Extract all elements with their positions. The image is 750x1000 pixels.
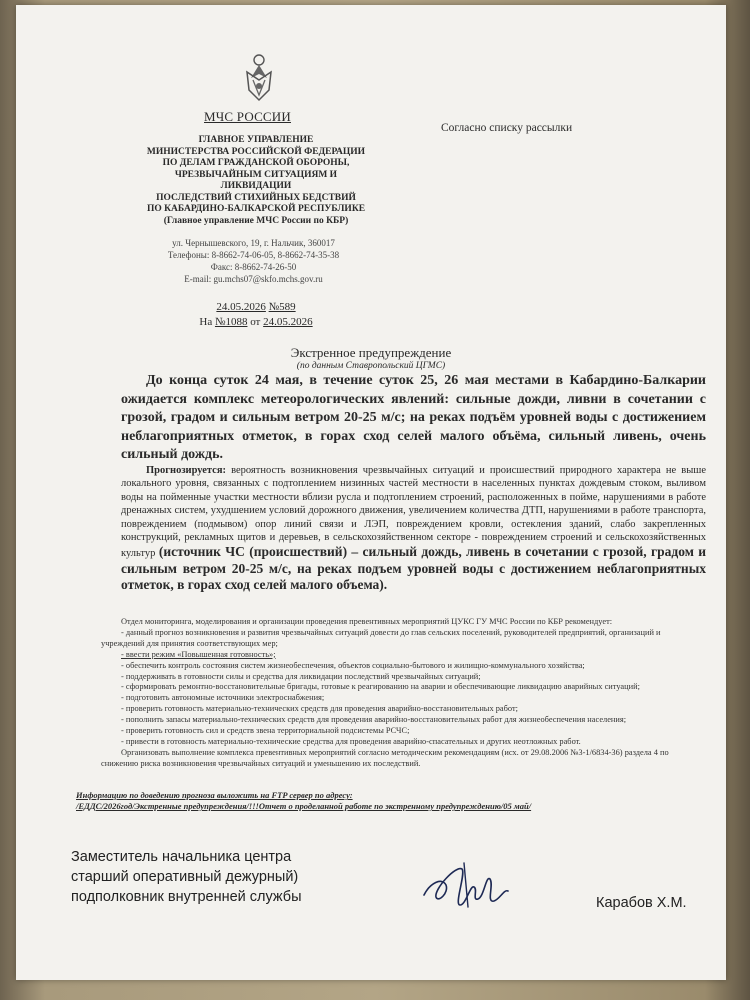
org-contacts	[126, 237, 381, 285]
recommendations	[101, 617, 706, 770]
forecast-paragraph	[121, 464, 706, 594]
list-item: - проверить готовность материально-технических средств для проведения аварийно-восстановительных работ;	[121, 704, 518, 714]
recommendations-intro: Отдел мониторинга, моделирования и организации проведения превентивных мероприятий ЦУКС ГУ МЧС России по КБР рекомендует:	[121, 617, 613, 626]
incoming-reference: На №1088 от 24.05.2026	[199, 316, 313, 328]
signer-position: Заместитель начальника центра старший оперативный дежурный) подполковник внутренней службы	[71, 849, 302, 905]
ftp-path: /ЕДДС/2026год/Экстренные предупреждения/!!!Отчет о проделанной работе по экстренному предупреждению/05 май/	[76, 801, 532, 811]
document-title: Экстренное предупреждение	[290, 345, 452, 360]
document-page	[16, 5, 726, 980]
ref-date: 24.05.2026	[263, 316, 313, 328]
ref-number: №1088	[214, 316, 248, 328]
handwritten-signature	[416, 855, 526, 915]
address: ул. Чернышевского, 19, г. Нальчик, 360017	[172, 238, 335, 248]
list-item: - пополнить запасы материально-технических средств для проведения аварийно-восстановительных работ для жизнеобеспечения населения;	[121, 715, 627, 725]
recommendations-closing: Организовать выполнение комплекса превентивных мероприятий согласно методическим рекомендациям (исх. от 29.08.2006 №3-1/6834-36) раздела 4 по снижению риска возникновения чрезвычайных ситуаций и уменьшению их последствий.	[101, 747, 669, 768]
document-source: (по данным Ставропольский ЦГМС)	[296, 361, 446, 371]
forecast-text: вероятность возникновения чрезвычайных ситуаций и происшествий природного характера не выше локального уровня, связанных с подтоплением низинных частей местности в населенных пунктах дождевым стоком, выливом воды на пойменные участки местности вблизи русла и подтоплением строений, расположенных в пойме, нарушениями в работе дренажных систем, ухудшением условий дорожного движения, увеличением количества ДТП, нарушениями в работе транспорта, повреждением (подмывом) опор линий связи и ЛЭП, повреждением кровли, остекления зданий, слабо закрепленных конструкций, рекламных щитов и деревьев, в сельскохозяйственном секторе - повреждением строений и сельскохозяйственных культур	[121, 465, 706, 560]
list-item: - подготовить автономные источники электроснабжения;	[121, 693, 325, 703]
list-item: - обеспечить контроль состояния систем жизнеобеспечения, объектов социально-бытового и жилищно-коммунального хозяйства;	[121, 660, 585, 670]
list-item: - проверить готовность сил и средств звена территориальной подсистемы РСЧС;	[121, 726, 410, 736]
list-item: - поддерживать в готовности силы и средства для ликвидации последствий чрезвычайных ситуаций;	[121, 671, 481, 681]
email: E-mail: gu.mchs07@skfo.mchs.gov.ru	[184, 274, 323, 284]
warning-main-text: До конца суток 24 мая, в течение суток 25, 26 мая местами в Кабардино-Балкарии ожидается комплекс метеорологических явлений: сильные дожди, ливни в сочетании с грозой, градом и сильным ветром 20-25 м/с; на реках подъём уровней воды с достижением неблагоприятных отметок, в горах сход селей малого объёма, сильный ливень, очень сильный дождь.	[121, 373, 706, 462]
org-short-name: МЧС РОССИИ	[204, 109, 291, 124]
ftp-instruction: Информацию по доведению прогноза выложить на FTP сервер по адресу: /ЕДДС/2026год/Экстренные предупреждения/!!!Отчет о проделанной работе по экстренному предупреждению/05 май/	[76, 790, 716, 812]
list-item: - сформировать ремонтно-восстановительные бригады, готовые к реагированию на аварии и обеспечивающие ликвидацию аварийных ситуаций;	[121, 682, 640, 692]
forecast-source: (источник ЧС (происшествий) – сильный дождь, ливень в сочетании с грозой, градом и сильным ветром 20-25 м/с, на реках подъем уровней воды с достижением неблагоприятных отметок, в горах сход селей малого объема).	[121, 544, 706, 593]
org-full-name: ГЛАВНОЕ УПРАВЛЕНИЕ МИНИСТЕРСТВА РОССИЙСКОЙ ФЕДЕРАЦИИ ПО ДЕЛАМ ГРАЖДАНСКОЙ ОБОРОНЫ, ЧРЕЗВЫЧАЙНЫМ СИТУАЦИЯМ И ЛИКВИДАЦИИ ПОСЛЕДСТВИЙ СТИХИЙНЫХ БЕДСТВИЙ ПО КАБАРДИНО-БАЛКАРСКОЙ РЕСПУБЛИКЕ (Главное управление МЧС России по КБР)	[146, 135, 366, 226]
reg-date: 24.05.2026	[216, 301, 266, 313]
phones: Телефоны: 8-8662-74-06-05, 8-8662-74-35-38	[167, 250, 340, 260]
outgoing-number	[186, 300, 326, 315]
forecast-label: Прогнозируется:	[146, 465, 227, 476]
signer-name: Карабов Х.М.	[596, 895, 687, 911]
list-item: - ввести режим «Повышенная готовность»;	[121, 649, 276, 659]
list-item: - привести в готовность материально-технические средства для проведения аварийно-спасательных и других неотложных работ.	[121, 736, 581, 746]
recipient: Согласно списку рассылки	[441, 122, 573, 134]
fax: Факс: 8-8662-74-26-50	[210, 262, 297, 272]
reg-number: №589	[268, 301, 296, 313]
registration-block	[186, 300, 326, 330]
list-item: - данный прогноз возникновения и развития чрезвычайных ситуаций довести до глав сельских поселений, руководителей предприятий, организаций и учреждений для принятия соответствующих мер;	[101, 627, 661, 648]
emchs-emblem-icon	[241, 50, 277, 106]
